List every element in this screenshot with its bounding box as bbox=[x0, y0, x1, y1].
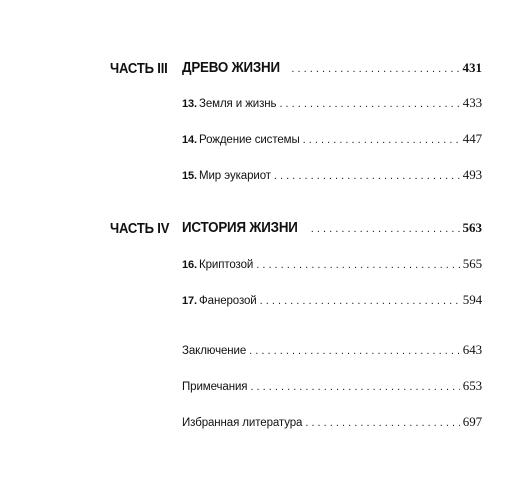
toc-entry-14 bbox=[182, 131, 482, 147]
leader-dots bbox=[311, 223, 460, 235]
chapter-title: Фанерозой bbox=[199, 295, 257, 307]
part-3-page: 431 bbox=[462, 60, 482, 75]
part-4-page: 563 bbox=[462, 220, 482, 235]
chapter-title: Рождение системы bbox=[199, 134, 300, 146]
toc-entry-15 bbox=[182, 167, 482, 183]
toc-entry-notes bbox=[182, 378, 482, 394]
chapter-page: 565 bbox=[462, 256, 482, 271]
chapter-number: 14. bbox=[182, 134, 197, 146]
toc-entry-16 bbox=[182, 256, 482, 272]
back-matter-page: 643 bbox=[462, 342, 482, 357]
part-4-row bbox=[182, 220, 482, 236]
leader-dots bbox=[291, 63, 459, 75]
chapter-title: Криптозой bbox=[199, 259, 254, 271]
chapter-title: Земля и жизнь bbox=[199, 98, 277, 110]
toc-entry-bibliography bbox=[182, 414, 482, 430]
back-matter-title: Заключение bbox=[182, 345, 247, 357]
chapter-number: 16. bbox=[182, 259, 197, 271]
part-3-label: ЧАСТЬ III bbox=[110, 61, 168, 77]
chapter-page: 594 bbox=[462, 292, 482, 307]
back-matter-page: 653 bbox=[462, 378, 482, 393]
part-4-label: ЧАСТЬ IV bbox=[110, 221, 170, 237]
part-3-title: ДРЕВО ЖИЗНИ bbox=[182, 60, 280, 76]
chapter-title: Мир эукариот bbox=[199, 170, 271, 182]
part-3-row bbox=[182, 60, 482, 76]
toc-entry-13 bbox=[182, 95, 482, 111]
chapter-page: 447 bbox=[462, 131, 482, 146]
part-4-title: ИСТОРИЯ ЖИЗНИ bbox=[182, 220, 298, 236]
back-matter-title: Избранная литература bbox=[182, 417, 303, 429]
chapter-number: 15. bbox=[182, 170, 197, 182]
chapter-number: 17. bbox=[182, 295, 197, 307]
leader-dots bbox=[279, 98, 459, 110]
leader-dots bbox=[303, 134, 460, 146]
chapter-page: 433 bbox=[462, 95, 482, 110]
back-matter-page: 697 bbox=[462, 414, 482, 429]
leader-dots bbox=[250, 381, 459, 393]
toc-entry-17 bbox=[182, 292, 482, 308]
chapter-page: 493 bbox=[462, 167, 482, 182]
leader-dots bbox=[274, 170, 460, 182]
chapter-number: 13. bbox=[182, 98, 197, 110]
leader-dots bbox=[305, 417, 459, 429]
leader-dots bbox=[256, 259, 460, 271]
back-matter-title: Примечания bbox=[182, 381, 248, 393]
leader-dots bbox=[260, 295, 460, 307]
leader-dots bbox=[249, 345, 460, 357]
toc-entry-conclusion bbox=[182, 342, 482, 358]
